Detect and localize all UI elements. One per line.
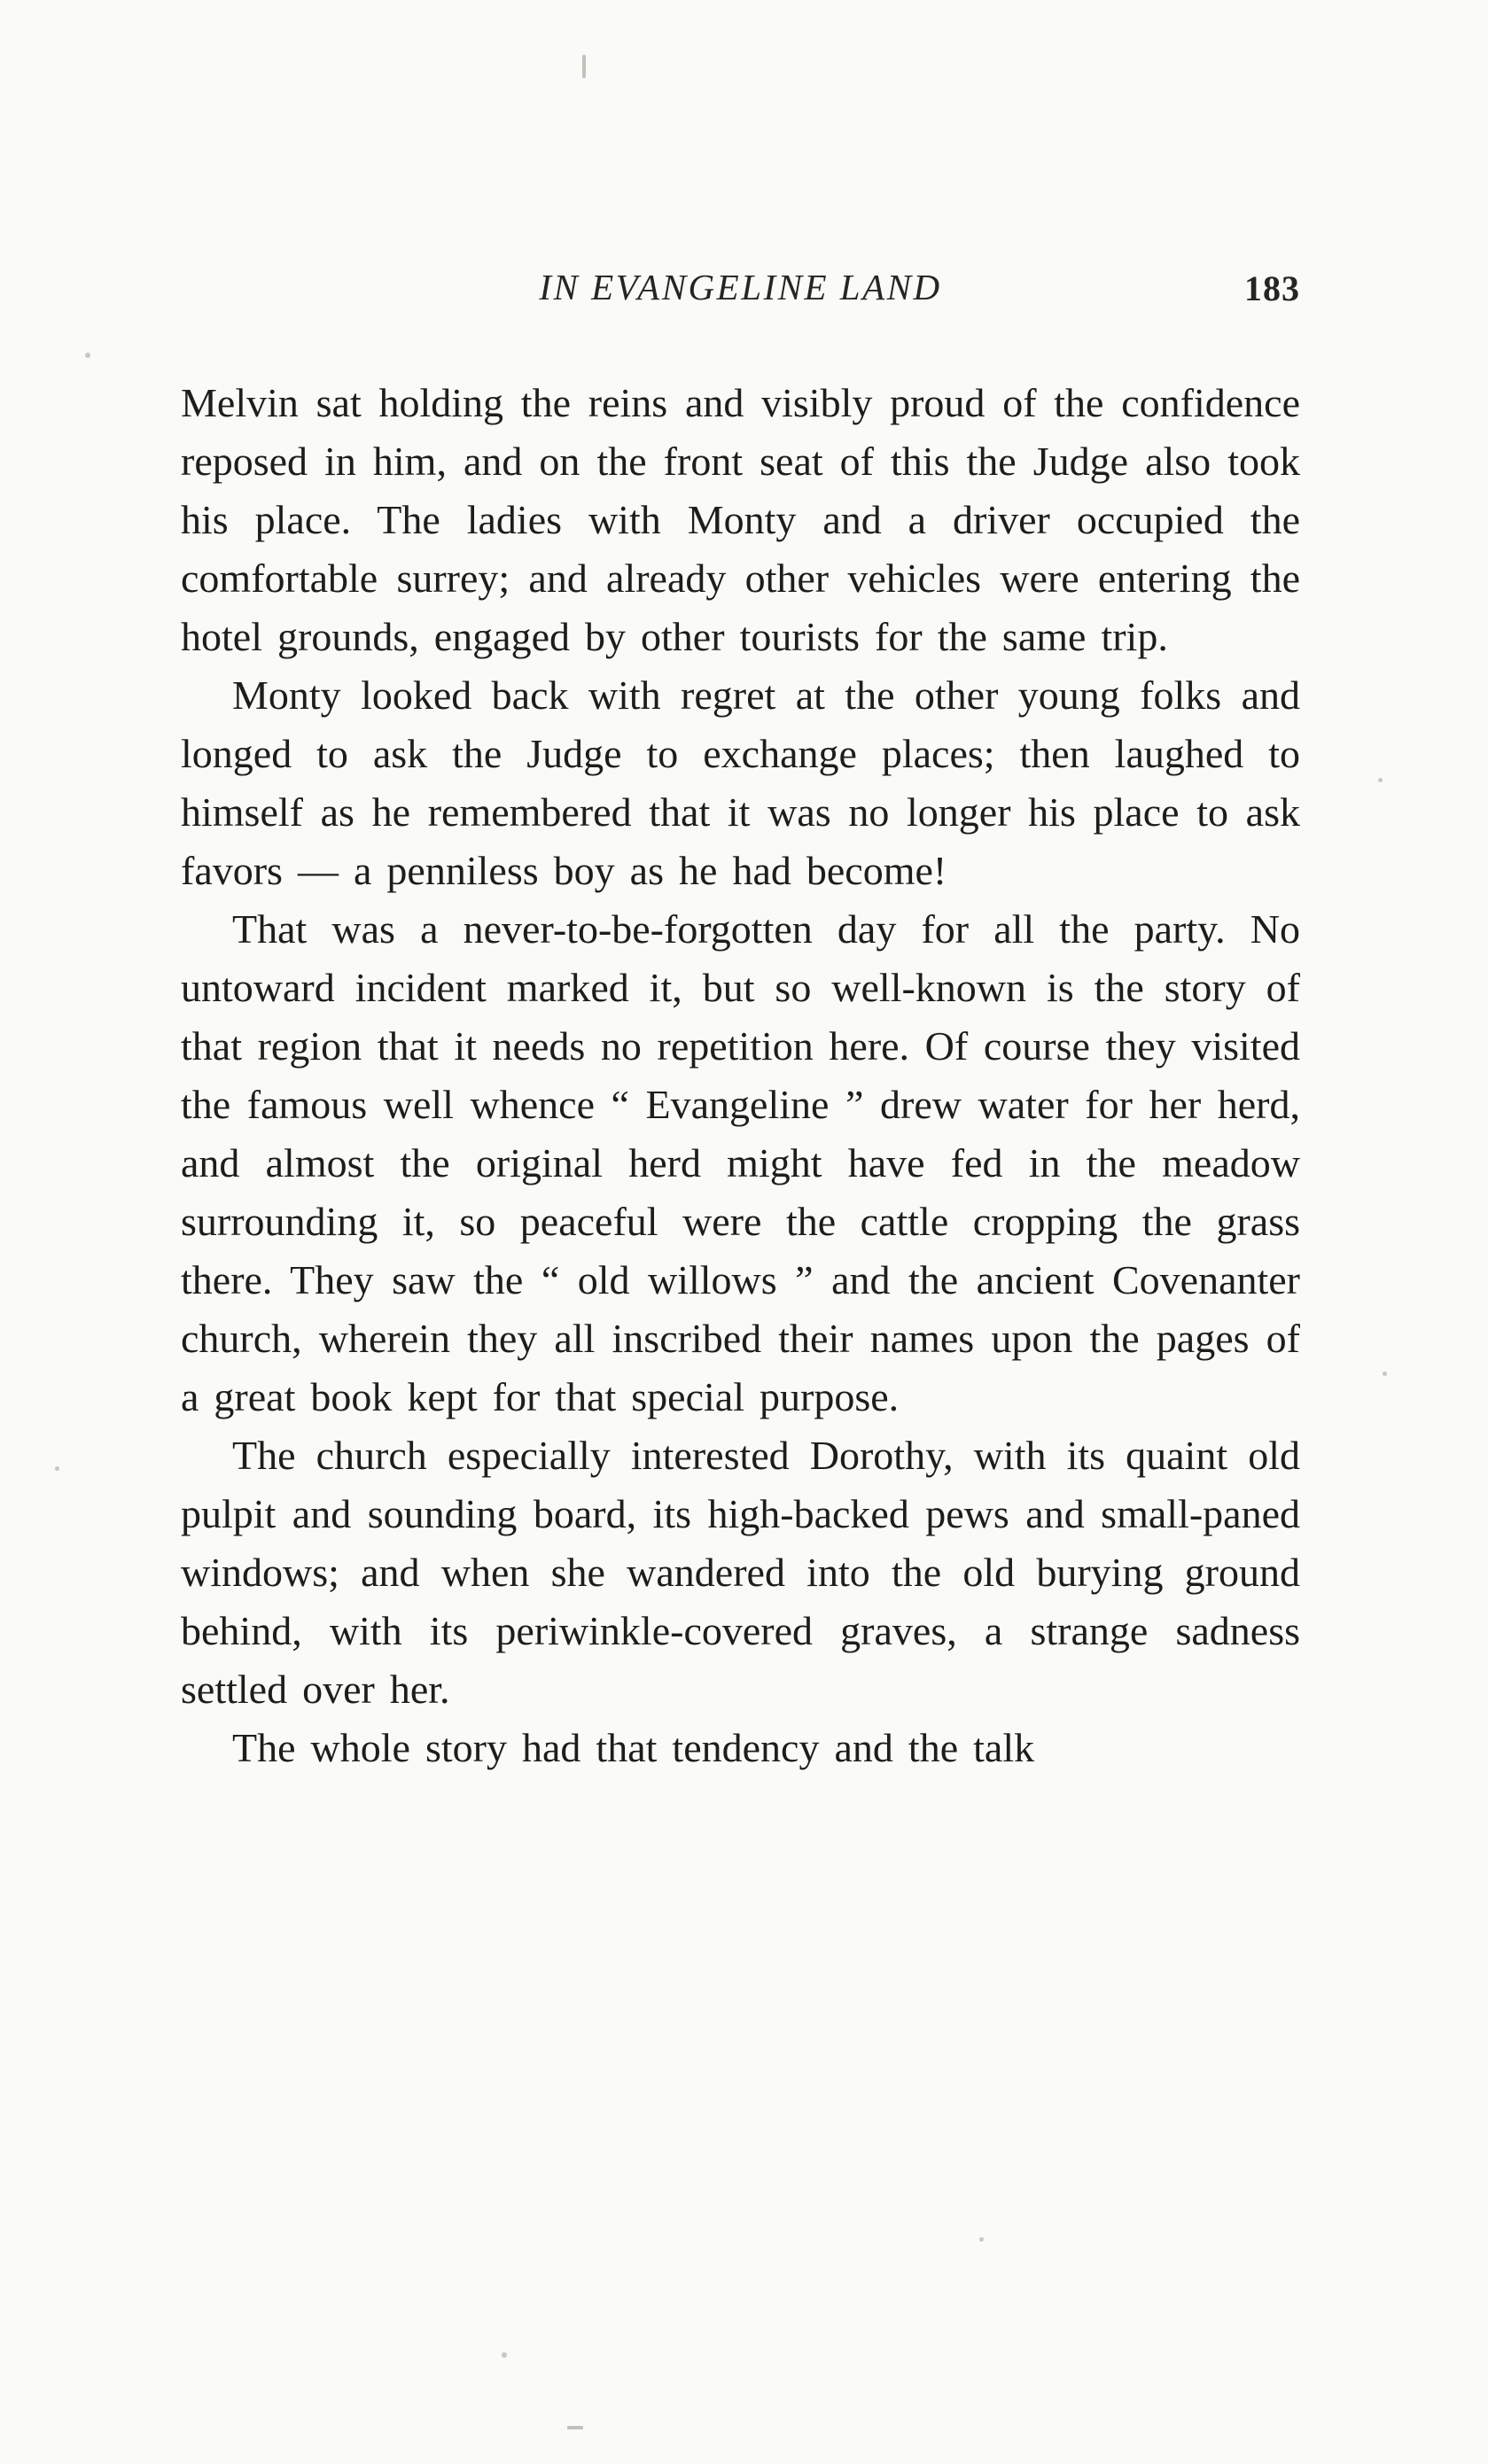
- paragraph: The whole story had that tendency and the talk: [232, 1725, 1035, 1770]
- scan-artifact: [582, 55, 586, 78]
- paragraph: Melvin sat holding the reins and visibly proud of the confidence reposed in him, and on the front seat of this the Judge also took his place. The ladies with Monty and a driver occupied the comfortable surrey; and already other vehicles were entering the hotel grounds, engaged by other tourists for the same trip.: [181, 380, 1300, 659]
- paragraph: Monty looked back with regret at the other young folks and longed to ask the Judge to exchange places; then laughed to himself as he remembered that it was no longer his place to ask favors — a penniless boy as he had become!: [181, 672, 1300, 893]
- scan-artifact: [85, 353, 90, 358]
- paragraph: The church especially interested Dorothy, with its quaint old pulpit and sounding board, its high-backed pews and small-paned windows; and when she wandered into the old burying ground behind, with its periwinkle-covered graves, a strange sadness settled over her.: [181, 1433, 1300, 1712]
- running-title: IN EVANGELINE LAND: [539, 267, 942, 307]
- scan-artifact: [55, 1466, 59, 1471]
- scan-artifact: [1383, 1372, 1387, 1376]
- scan-artifact: [502, 2352, 507, 2358]
- text-block: [181, 374, 1300, 1777]
- scan-artifact: [567, 2426, 583, 2429]
- page-header: [181, 266, 1300, 319]
- scan-artifact: [1378, 778, 1383, 782]
- page-number: 183: [1244, 268, 1300, 308]
- scan-artifact: [979, 2237, 984, 2242]
- paragraph: That was a never-to-be-forgotten day for all the party. No untoward incident marked it, but so well-known is the story of that region that it needs no repetition here. Of course they visited the famous well whence “ Evangeline ” drew water for her herd, and almost the original herd might have fed in the meadow surrounding it, so peaceful were the cattle cropping the grass there. They saw the “ old willows ” and the ancient Covenanter church, wherein they all inscribed their names upon the pages of a great book kept for that special purpose.: [181, 906, 1300, 1419]
